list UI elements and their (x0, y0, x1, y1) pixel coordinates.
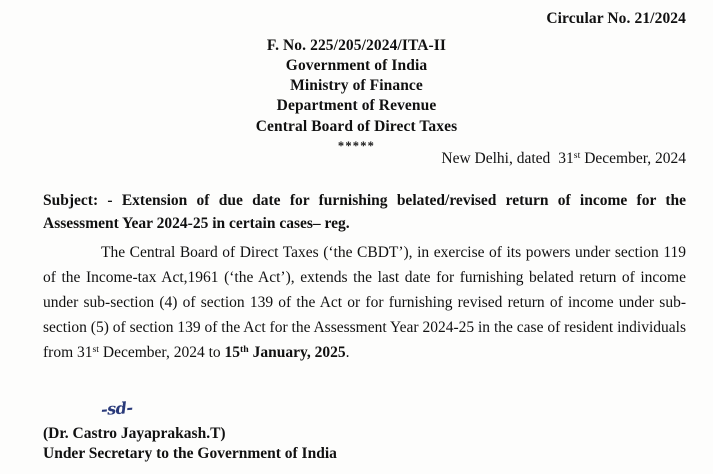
body-to-date: January, 2025 (248, 344, 346, 362)
signature-block (43, 397, 337, 465)
circular-number: Circular No. 21/2024 (546, 10, 686, 27)
body-text-part1: The Central Board of Direct Taxes (‘the CBDT’), in exercise of its powers under section 119 of the Income-tax Act,1961 (‘the Act’), extends the last date for furnishing belated return of income under sub-section (4) of section 139 of the Act or for furnishing revised return of income under sub-section (5) of section 139 of the Act for the Assessment Year 2024-25 in the case of resident individuals from (43, 244, 686, 362)
body-from-day: 31 (77, 344, 93, 362)
letterhead-file-number: F. No. 225/205/2024/ITA-II (266, 37, 447, 54)
dateline-place: New Delhi, dated (441, 150, 551, 167)
dateline-rest: December, 2024 (580, 150, 686, 167)
dateline (441, 150, 686, 168)
letterhead-government: Government of India (285, 57, 428, 75)
body-to-day: 15 (224, 344, 241, 362)
body-text-mid: December, 2024 to (99, 344, 225, 362)
body-from-ordinal: st (92, 344, 100, 356)
signatory-designation: Under Secretary to the Government of India (43, 445, 337, 463)
body-to-ordinal: th (240, 344, 249, 356)
dateline-day: 31 (558, 150, 574, 167)
letterhead-board: Central Board of Direct Taxes (255, 117, 458, 135)
letterhead-block (0, 36, 713, 154)
signatory-name: (Dr. Castro Jayaprakash.T) (43, 425, 226, 442)
subject-label: Subject: - (43, 192, 113, 209)
subject-text: Extension of due date for furnishing belated/revised return of income for the Assessment Year 2024-25 in certain cases– reg. (43, 192, 686, 233)
body-end-period: . (345, 344, 350, 362)
letterhead-department: Department of Revenue (276, 97, 437, 115)
signature-mark: -sd- (100, 397, 134, 420)
dateline-ordinal: st (573, 150, 581, 162)
subject-line (43, 189, 686, 236)
body-paragraph (43, 240, 686, 366)
asterisk-separator: ***** (337, 138, 376, 153)
letterhead-ministry: Ministry of Finance (290, 77, 423, 95)
